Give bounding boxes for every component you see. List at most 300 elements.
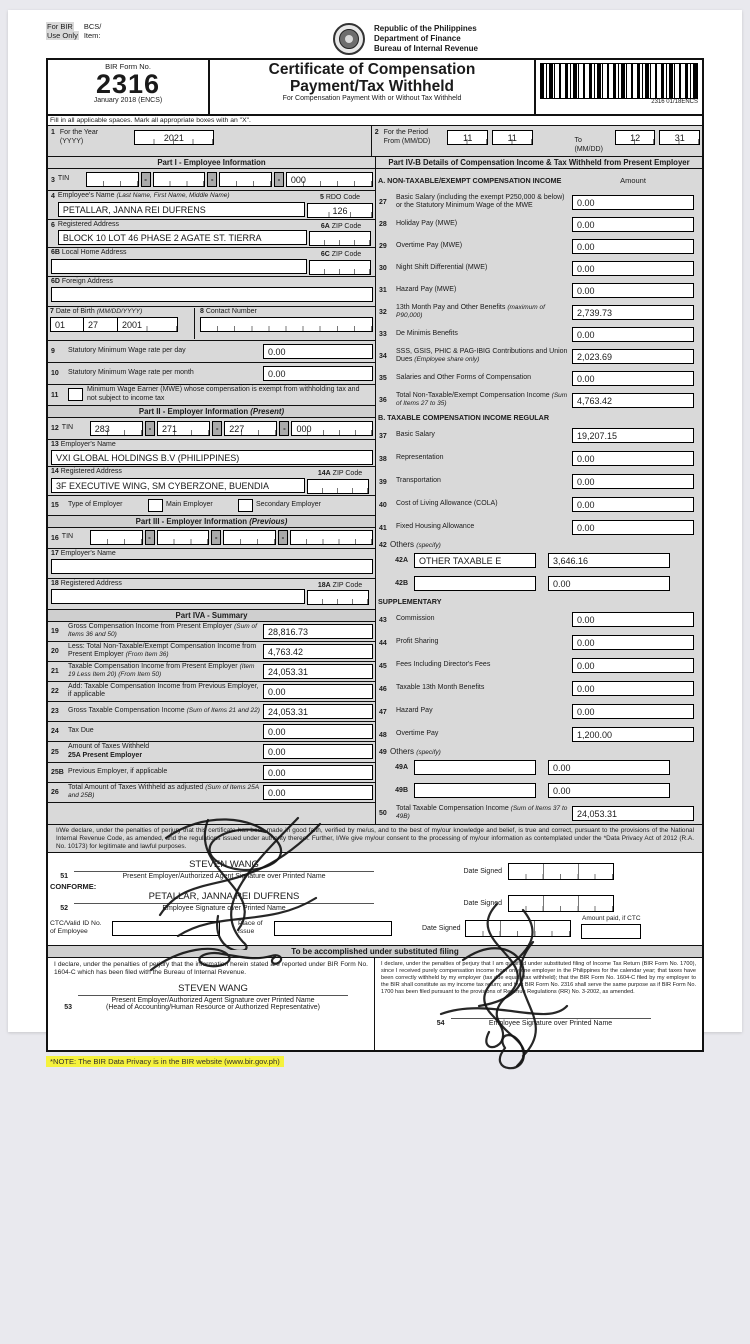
summary-row-no: 25 xyxy=(51,748,59,756)
item1-label: For the Year xyxy=(59,129,99,136)
part1-header: Part I - Employee Information xyxy=(48,157,376,168)
zip-14a-input[interactable] xyxy=(307,479,369,494)
item42b-no: 42B xyxy=(395,580,408,587)
amount-input[interactable]: 0.00 xyxy=(572,261,694,276)
amount-row-label: De Minimis Benefits xyxy=(396,329,458,337)
amount-row-no: 47 xyxy=(379,708,387,716)
amount-row-no: 31 xyxy=(379,287,387,294)
summary-row-label: Taxable Compensation Income from Present Employer xyxy=(68,662,238,670)
amount-row xyxy=(376,654,702,677)
amount-row-no: 29 xyxy=(379,243,387,250)
period-to-mm-input[interactable]: 12 xyxy=(615,130,656,145)
form-page xyxy=(8,10,742,1067)
part4a-header: Part IVA - Summary xyxy=(48,610,375,622)
amount-row xyxy=(376,213,702,235)
amount-row-label: Transportation xyxy=(396,477,441,485)
tin-dash: - xyxy=(274,172,284,187)
tin-seg4[interactable]: 000 xyxy=(291,421,373,436)
item42a-amount-input[interactable]: 3,646.16 xyxy=(548,553,670,568)
amount-row-no: 38 xyxy=(379,455,387,463)
item6d-label: Foreign Address xyxy=(61,277,113,285)
part3-header xyxy=(48,516,375,528)
amount-row xyxy=(376,631,702,654)
zip-6c-input[interactable] xyxy=(309,260,371,275)
form-title-line1: Certificate of Compensation xyxy=(268,61,476,78)
amount-row-label: Commission xyxy=(396,615,435,623)
amount-row-no: 43 xyxy=(379,616,387,624)
summary-row-label: Gross Taxable Compensation Income xyxy=(68,706,185,714)
amount-column-label: Amount xyxy=(620,175,646,185)
tin-seg1[interactable] xyxy=(86,172,139,187)
item12-label: TIN xyxy=(61,423,74,431)
item2-no: 2 xyxy=(374,129,379,136)
amount-input[interactable]: 0.00 xyxy=(572,451,694,466)
amount-input[interactable]: 0.00 xyxy=(572,239,694,254)
summary-row-label: Gross Compensation Income from Present Employer xyxy=(68,622,233,630)
amount-row-no: 28 xyxy=(379,221,387,228)
amount-row-label: Salaries and Other Forms of Compensation xyxy=(396,373,532,381)
item6c-label: ZIP Code xyxy=(331,251,362,258)
amount-row-label: Basic Salary xyxy=(396,431,435,439)
item8-label: Contact Number xyxy=(205,307,257,315)
section-a-title: A. NON-TAXABLE/EXEMPT COMPENSATION INCOME xyxy=(378,175,562,185)
amount-input[interactable]: 4,763.42 xyxy=(572,393,694,408)
secondary-employer-checkbox[interactable] xyxy=(238,499,253,512)
summary-row-sub2: 25A Present Employer xyxy=(68,752,143,759)
item6c-no: 6C xyxy=(320,251,330,258)
item5-no: 5 xyxy=(319,194,324,201)
republic-line: Republic of the Philippines xyxy=(373,24,477,33)
amount-row xyxy=(376,424,702,447)
summary-row-no: 21 xyxy=(51,668,59,675)
mwe-checkbox[interactable] xyxy=(68,388,83,401)
item53-caption2: (Head of Accounting/Human Resource or Authorized Representative) xyxy=(105,1004,320,1012)
summary-row-sub: (From Item 36) xyxy=(125,651,169,658)
employer-address-input[interactable]: 3F EXECUTIVE WING, SM CYBERZONE, BUENDIA xyxy=(51,478,305,493)
employer-signatory-name: STEVEN WANG xyxy=(74,859,374,872)
item51-no: 51 xyxy=(60,873,68,881)
amount-input[interactable]: 0.00 xyxy=(572,497,694,512)
summary-row xyxy=(48,702,375,722)
item4-sub: (Last Name, First Name, Middle Name) xyxy=(116,192,230,199)
barcode-cell xyxy=(534,60,702,114)
summary-amount-input[interactable]: 0.00 xyxy=(263,724,373,739)
item54-signature-line xyxy=(451,1006,651,1019)
item42-sub: (specify) xyxy=(416,542,441,549)
min-wage-month-input[interactable]: 0.00 xyxy=(263,366,373,381)
summary-amount-input[interactable]: 4,763.42 xyxy=(263,644,373,659)
amount-row xyxy=(376,389,702,411)
amount-row-label: Hazard Pay xyxy=(396,707,433,715)
amount-row-label: Basic Salary (including the exempt P250,000 & below) or the Statutory Minimum Wage of the MWE xyxy=(396,193,565,209)
substituted-filing-header: To be accomplished under substituted filing xyxy=(48,945,702,958)
item6b-label: Local Home Address xyxy=(61,249,127,256)
tin-seg4[interactable] xyxy=(290,530,373,545)
substituted-right-text: I declare, under the penalties of perjury that I am qualified under substituted filing of Income Tax Return (BIR Form No. 1700), since I received purely compensation income from only one employer in the Philippines for the calendar year; that taxes have been correctly withheld by my employer (tax due equals tax withheld); that the BIR Form No. 1604-C filed by my employer to the BIR shall constitute as my income tax return; and that BIR Form No. 2316 shall serve the same purpose as if BIR Form No. 1700 has been filed pursuant to the provisions of Revenue Regulations (RR) No. 3-2002, as amended. xyxy=(381,961,696,996)
summary-row xyxy=(48,642,375,662)
summary-amount-input[interactable]: 28,816.73 xyxy=(263,624,373,639)
amount-row xyxy=(376,700,702,723)
bir-form-2316 xyxy=(46,10,704,1067)
amount-row-no: 33 xyxy=(379,331,387,338)
item18a-no: 18A xyxy=(317,581,331,589)
date-signed-51-input[interactable] xyxy=(508,863,614,880)
amount-row xyxy=(376,191,702,213)
main-employer-checkbox[interactable] xyxy=(148,499,163,512)
substituted-left-box xyxy=(48,958,375,1050)
zip-6a-input[interactable] xyxy=(309,231,371,246)
item14a-no: 14A xyxy=(317,470,331,477)
item14-label: Registered Address xyxy=(60,468,122,475)
barcode xyxy=(540,63,698,99)
item-label: Item: xyxy=(83,31,101,40)
item4-no: 4 xyxy=(51,193,55,200)
dob-input[interactable] xyxy=(50,317,190,332)
bcs-label: BCS/ xyxy=(83,22,102,31)
part2-header xyxy=(48,406,375,418)
item49b-specify-input[interactable] xyxy=(414,783,536,798)
min-wage-day-input[interactable]: 0.00 xyxy=(263,344,373,359)
amount-row-no: 37 xyxy=(379,432,387,440)
amount-row-label: Overtime Pay (MWE) xyxy=(396,241,463,249)
dob-mm[interactable]: 01 xyxy=(50,317,84,332)
amount-row-no: 41 xyxy=(379,524,387,532)
amount-input[interactable]: 2,739.73 xyxy=(572,305,694,320)
amount-row xyxy=(376,493,702,516)
summary-row xyxy=(48,622,375,642)
item9-label: Statutory Minimum Wage rate per day xyxy=(68,346,186,354)
amount-row-label: Taxable 13th Month Benefits xyxy=(396,684,485,692)
item49b-amount-input[interactable]: 0.00 xyxy=(548,783,670,798)
item7-sub: (MM/DD/YYYY) xyxy=(96,307,143,315)
amount-input[interactable]: 0.00 xyxy=(572,612,694,627)
part3-header-text: Part III - Employer Information xyxy=(135,516,248,526)
summary-row-sub: (Sum of Items 25A and 25B) xyxy=(68,783,259,799)
item6a-label: ZIP Code xyxy=(331,222,362,230)
summary-amount-input[interactable]: 0.00 xyxy=(263,684,373,699)
tin-seg2[interactable]: 271 xyxy=(157,421,210,436)
item49a-amount-input[interactable]: 0.00 xyxy=(548,760,670,775)
date-signed-52-input[interactable] xyxy=(508,895,614,912)
amount-row-label: Hazard Pay (MWE) xyxy=(396,285,457,293)
summary-row-sub: (Sum of Items 36 and 50) xyxy=(68,622,257,638)
summary-amount-input[interactable]: 0.00 xyxy=(263,744,373,759)
item12-no: 12 xyxy=(51,425,59,432)
summary-amount-input[interactable]: 24,053.31 xyxy=(263,664,373,679)
amount-row-label: Holiday Pay (MWE) xyxy=(396,219,458,227)
tin-seg2[interactable] xyxy=(153,172,206,187)
form-title-cell xyxy=(210,60,534,114)
item5-label: RDO Code xyxy=(325,194,361,201)
amount-input[interactable]: 0.00 xyxy=(572,327,694,342)
tin-seg1[interactable]: 283 xyxy=(90,421,143,436)
item6d-no: 6D xyxy=(51,277,60,285)
tin-seg3[interactable] xyxy=(219,172,272,187)
summary-row-no: 23 xyxy=(51,708,59,715)
item49a-specify-input[interactable] xyxy=(414,760,536,775)
supplementary-rows xyxy=(376,608,702,746)
use-only-label: Use Only xyxy=(47,31,78,40)
local-home-address-input[interactable] xyxy=(51,259,307,274)
substituted-left-text: I declare, under the penalties of perjury that the information herein stated are reported under BIR Form No. 1604-C which has been filed with the Bureau of Internal Revenue. xyxy=(54,961,368,977)
amount-row-label: Representation xyxy=(396,454,444,462)
amount-input[interactable]: 0.00 xyxy=(572,681,694,696)
place-of-issue-input[interactable] xyxy=(274,921,392,936)
amount-row-no: 35 xyxy=(379,375,387,382)
prev-employer-address-input[interactable] xyxy=(51,589,305,604)
summary-row-no: 20 xyxy=(51,648,59,655)
summary-row xyxy=(48,742,375,763)
amount-row xyxy=(376,323,702,345)
item18-label: Registered Address xyxy=(60,579,122,587)
item49b-no: 49B xyxy=(395,787,408,794)
amount-row-sub: (Employee share only) xyxy=(414,356,480,363)
fill-instructions: Fill in all applicable spaces. Mark all appropriate boxes with an "X". xyxy=(48,116,702,126)
amount-row-no: 36 xyxy=(379,397,387,404)
item50-no: 50 xyxy=(379,810,387,817)
amount-row-no: 32 xyxy=(379,309,387,316)
item3-label: TIN xyxy=(57,175,70,183)
rdo-code-input[interactable]: 126 xyxy=(307,203,373,218)
form-head-row xyxy=(48,60,702,116)
amount-row-sub: (Sum of Items 27 to 35) xyxy=(396,391,568,407)
year-input[interactable]: 2021 xyxy=(134,130,214,145)
summary-row-no: 22 xyxy=(51,688,59,695)
amount-input[interactable]: 0.00 xyxy=(572,195,694,210)
amount-input[interactable]: 0.00 xyxy=(572,520,694,535)
amount-row xyxy=(376,447,702,470)
tin-dash: - xyxy=(141,172,151,187)
amount-input[interactable]: 2,023.69 xyxy=(572,349,694,364)
amount-input[interactable]: 19,207.15 xyxy=(572,428,694,443)
item13-label: Employer's Name xyxy=(60,440,116,448)
secondary-employer-label: Secondary Employer xyxy=(256,500,321,508)
amount-row xyxy=(376,279,702,301)
dob-yyyy[interactable]: 2001 xyxy=(118,317,178,332)
prev-employer-name-input[interactable] xyxy=(51,559,373,574)
amount-input[interactable]: 0.00 xyxy=(572,635,694,650)
date-signed-label: Date Signed xyxy=(422,924,461,932)
summary-row-label: Less: Total Non-Taxable/Exempt Compensation Income from Present Employer xyxy=(68,642,257,658)
dof-line: Department of Finance xyxy=(373,34,461,43)
amount-row-no: 45 xyxy=(379,662,387,670)
tin-seg3[interactable] xyxy=(223,530,276,545)
foreign-address-input[interactable] xyxy=(51,287,373,302)
summary-row-no: 19 xyxy=(51,628,59,635)
amount-row-no: 34 xyxy=(379,353,387,360)
summary-row-label: Tax Due xyxy=(68,726,94,734)
amount-row-label: Total Non-Taxable/Exempt Compensation Income xyxy=(396,391,550,399)
employer-name-input[interactable]: VXI GLOBAL HOLDINGS B.V (PHILIPPINES) xyxy=(51,450,373,465)
tin-dash: - xyxy=(212,421,222,436)
item49-no: 49 xyxy=(379,749,387,756)
date-signed-label: Date Signed xyxy=(463,868,502,876)
summary-row xyxy=(48,662,375,682)
summary-row-label: Total Amount of Taxes Withheld as adjusted xyxy=(68,783,204,791)
tin-dash: - xyxy=(278,530,288,545)
item18a-label: ZIP Code xyxy=(332,581,363,589)
tin-dash: - xyxy=(211,530,221,545)
ctc-label1: CTC/Valid ID No. xyxy=(50,920,102,928)
item1-no: 1 xyxy=(51,129,55,136)
item42-label: Others xyxy=(390,540,415,549)
amount-row xyxy=(376,235,702,257)
amount-row-label: Fees Including Director's Fees xyxy=(396,661,491,669)
tin-seg2[interactable] xyxy=(157,530,210,545)
amount-input[interactable]: 0.00 xyxy=(572,658,694,673)
amount-row xyxy=(376,470,702,493)
year-period-row xyxy=(48,126,702,157)
amount-row-no: 46 xyxy=(379,685,387,693)
amount-row-label: Night Shift Differential (MWE) xyxy=(396,263,488,271)
item53-name: STEVEN WANG xyxy=(78,983,348,996)
amount-row-no: 39 xyxy=(379,478,387,486)
top-bar xyxy=(46,22,704,58)
ctc-label2: of Employee xyxy=(50,928,88,936)
section-a-header xyxy=(376,169,702,191)
tin-seg1[interactable] xyxy=(90,530,143,545)
amount-paid-label: Amount paid, if CTC xyxy=(582,915,641,923)
tin-seg3[interactable]: 227 xyxy=(224,421,277,436)
amount-row-label: Fixed Housing Allowance xyxy=(396,523,475,531)
barcode-caption: 2316 01/18ENCS xyxy=(651,99,698,105)
amount-row-sub: (maximum of P90,000) xyxy=(396,303,545,319)
supplementary-header: SUPPLEMENTARY xyxy=(378,597,442,606)
period-from-dd-input[interactable]: 11 xyxy=(492,130,533,145)
item15-label: Type of Employer xyxy=(68,500,123,508)
for-bir-label: For BIR xyxy=(47,22,73,31)
tin-dash: - xyxy=(145,421,155,436)
section-b-rows xyxy=(376,424,702,539)
item49a-no: 49A xyxy=(395,764,408,771)
amount-row xyxy=(376,301,702,323)
item6-no: 6 xyxy=(51,221,55,229)
item49-label: Others xyxy=(390,747,415,756)
employee-tin-input[interactable] xyxy=(86,172,373,187)
summary-row-label: Previous Employer, if applicable xyxy=(68,767,168,775)
amount-input[interactable]: 0.00 xyxy=(572,474,694,489)
summary-amount-input[interactable]: 0.00 xyxy=(263,765,373,780)
employee-signatory-name: PETALLAR, JANNA REI DUFRENS xyxy=(74,891,374,904)
item11-no: 11 xyxy=(51,391,59,399)
tin-seg4[interactable]: 000 xyxy=(286,172,373,187)
item1-sub: (YYYY) xyxy=(59,138,84,145)
item42a-specify-input[interactable]: OTHER TAXABLE E xyxy=(414,553,536,568)
amount-input[interactable]: 0.00 xyxy=(572,217,694,232)
item18-no: 18 xyxy=(51,579,59,587)
form-subtitle: For Compensation Payment With or Without Tax Withheld xyxy=(282,95,462,102)
form-no: 2316 xyxy=(95,69,161,99)
item50-sub: (Sum of Items 37 to 49B) xyxy=(396,804,568,820)
amount-row-label: 13th Month Pay and Other Benefits xyxy=(396,303,506,311)
summary-row xyxy=(48,682,375,702)
item50-amount-input[interactable]: 24,053.31 xyxy=(572,806,694,821)
amount-row-label: Profit Sharing xyxy=(396,638,439,646)
item6a-no: 6A xyxy=(320,222,330,230)
contact-number-input[interactable] xyxy=(200,317,373,332)
amount-row-no: 48 xyxy=(379,731,387,739)
form-no-label: BIR Form No. xyxy=(105,62,151,71)
right-column xyxy=(376,169,702,824)
item17-no: 17 xyxy=(51,549,59,557)
date-signed-label: Date Signed xyxy=(463,900,502,908)
summary-amount-input[interactable]: 0.00 xyxy=(263,785,373,800)
summary-row-no: 26 xyxy=(51,789,59,796)
item42a-no: 42A xyxy=(395,557,408,564)
left-column xyxy=(48,169,376,824)
item13-no: 13 xyxy=(51,440,59,448)
part3-header-sub: (Previous) xyxy=(249,516,288,526)
item16-label: TIN xyxy=(61,533,74,541)
item51-caption: Present Employer/Authorized Agent Signature over Printed Name xyxy=(122,873,326,881)
amount-row xyxy=(376,608,702,631)
form-number-cell xyxy=(48,60,210,114)
item42b-amount-input[interactable]: 0.00 xyxy=(548,576,670,591)
part-headers xyxy=(48,157,702,169)
amount-row xyxy=(376,516,702,539)
part4b-header: Part IV-B Details of Compensation Income & Tax Withheld from Present Employer xyxy=(388,158,690,167)
bir-seal-icon xyxy=(332,22,366,56)
item7-no: 7 xyxy=(50,307,54,315)
place-label2: Issue xyxy=(238,928,255,936)
item16-no: 16 xyxy=(51,534,59,542)
amount-row-label: SSS, GSIS, PHIC & PAG-IBIG Contributions and Union Dues xyxy=(396,347,568,363)
substituted-right-box xyxy=(375,958,702,1050)
ctc-id-input[interactable] xyxy=(112,921,220,936)
amount-row-no: 40 xyxy=(379,501,387,509)
item42b-specify-input[interactable] xyxy=(414,576,536,591)
employee-name-input[interactable]: PETALLAR, JANNA REI DUFRENS xyxy=(58,202,305,217)
item2-from-label: From (MM/DD) xyxy=(383,138,431,145)
period-to-dd-input[interactable]: 31 xyxy=(659,130,700,145)
summary-amount-input[interactable]: 24,053.31 xyxy=(263,704,373,719)
item49-sub: (specify) xyxy=(416,749,441,756)
period-from-mm-input[interactable]: 11 xyxy=(447,130,488,145)
amount-row-no: 27 xyxy=(379,199,387,206)
summary-row-label: Add: Taxable Compensation Income from Previous Employer, if applicable xyxy=(68,682,259,698)
main-employer-label: Main Employer xyxy=(166,500,213,508)
item2-label: For the Period xyxy=(383,129,428,136)
item50-label: Total Taxable Compensation Income xyxy=(396,804,509,812)
amount-input[interactable]: 0.00 xyxy=(572,704,694,719)
item10-no: 10 xyxy=(51,370,59,377)
item2-to-label: To (MM/DD) xyxy=(574,137,603,153)
prev-employer-tin-input[interactable] xyxy=(90,530,373,545)
amount-paid-input[interactable] xyxy=(581,924,641,939)
amount-input[interactable]: 1,200.00 xyxy=(572,727,694,742)
summary-row xyxy=(48,763,375,783)
date-signed-ctc-input[interactable] xyxy=(465,920,571,937)
signature-area xyxy=(48,853,702,945)
zip-18a-input[interactable] xyxy=(307,590,369,605)
tin-dash: - xyxy=(207,172,217,187)
employer-tin-input[interactable] xyxy=(90,421,373,436)
dob-dd[interactable]: 27 xyxy=(84,317,118,332)
amount-row xyxy=(376,367,702,389)
amount-input[interactable]: 0.00 xyxy=(572,283,694,298)
summary-row-no: 25B xyxy=(51,769,64,776)
amount-row xyxy=(376,345,702,367)
item8-no: 8 xyxy=(200,307,204,315)
employee-address-input[interactable]: BLOCK 10 LOT 46 PHASE 2 AGATE ST. TIERRA xyxy=(58,230,307,245)
amount-row-label: Cost of Living Allowance (COLA) xyxy=(396,500,498,508)
tin-dash: - xyxy=(279,421,289,436)
summary-row xyxy=(48,722,375,742)
amount-input[interactable]: 0.00 xyxy=(572,371,694,386)
place-label1: Place of xyxy=(238,920,263,928)
item52-caption: Employee Signature over Printed Name xyxy=(162,905,286,913)
amount-row-no: 44 xyxy=(379,639,387,647)
